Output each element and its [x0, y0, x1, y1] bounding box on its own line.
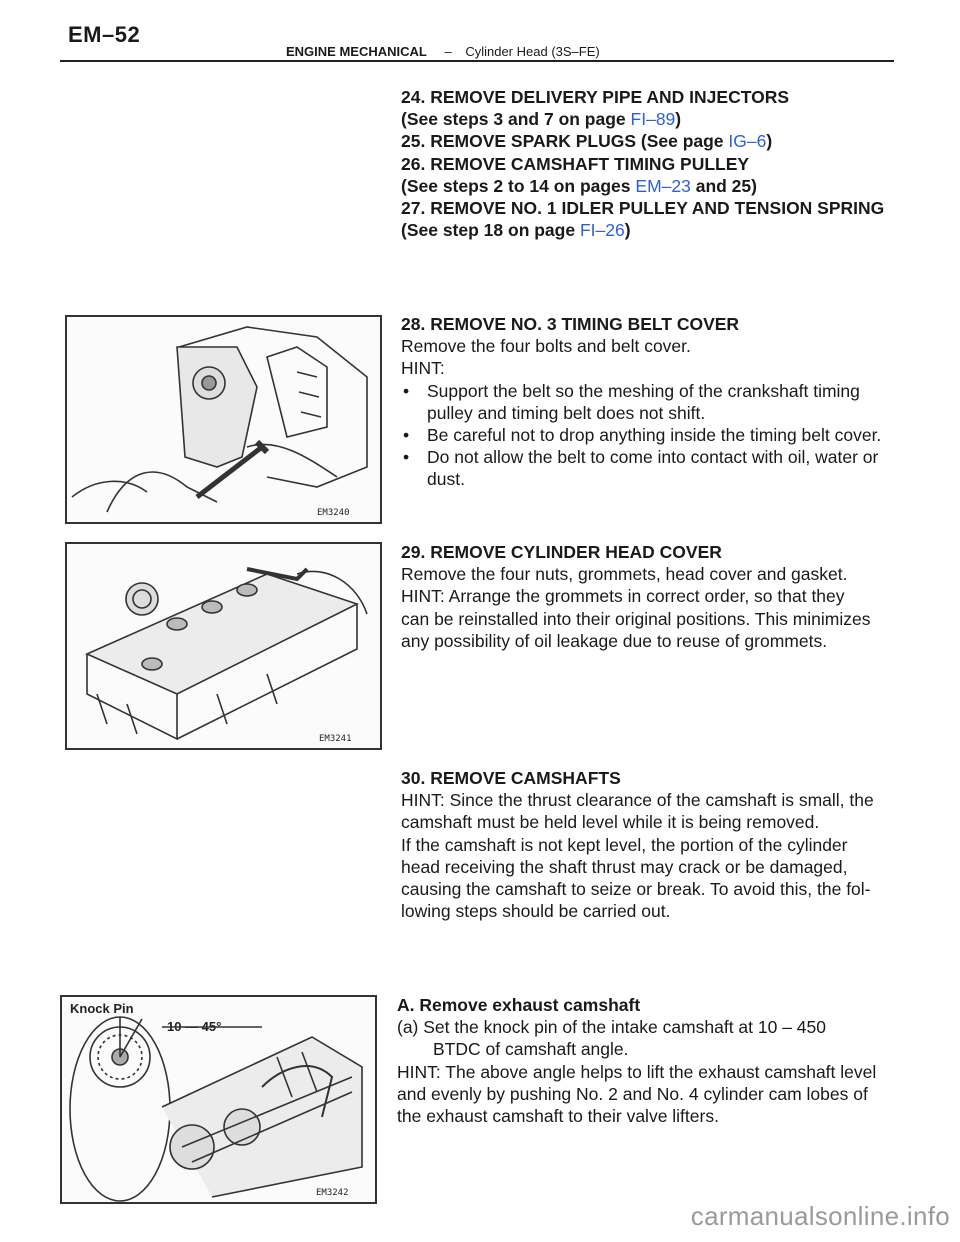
step-27-title: 27. REMOVE NO. 1 IDLER PULLEY AND TENSION SPRING — [401, 198, 885, 219]
figure-code-em3240: EM3240 — [317, 508, 350, 518]
step-26-ref: (See steps 2 to 14 on pages EM–23 and 25) — [401, 175, 757, 196]
header-title — [286, 44, 600, 59]
figure-code-em3241: EM3241 — [319, 734, 352, 744]
step-28-hint: HINT: — [401, 358, 445, 379]
angle-label: 10 — 45° — [167, 1019, 222, 1034]
page-number: EM–52 — [68, 22, 141, 47]
cylinder-head-cover-illustration — [67, 544, 380, 748]
header-rule — [60, 60, 894, 62]
step-30-line: lowing steps should be carried out. — [401, 901, 671, 922]
step-30-title: 30. REMOVE CAMSHAFTS — [401, 768, 621, 788]
step-30-line: HINT: Since the thrust clearance of the camshaft is small, the — [401, 790, 874, 811]
step-24-ref: (See steps 3 and 7 on page FI–89) — [401, 109, 682, 130]
camshaft-knock-pin-illustration — [62, 997, 375, 1202]
step-29-line: HINT: Arrange the grommets in correct order, so that they — [401, 586, 845, 607]
step-a-line: and evenly by pushing No. 2 and No. 4 cylinder cam lobes of — [397, 1083, 868, 1104]
bullet-continuation: dust. — [427, 469, 465, 490]
step-25-title: 25. REMOVE SPARK PLUGS (See page IG–6) — [401, 131, 773, 152]
bullet-continuation: pulley and timing belt does not shift. — [427, 402, 706, 423]
step-29 — [401, 541, 891, 652]
figure-code-em3242: EM3242 — [316, 1188, 349, 1198]
step-29-line: any possibility of oil leakage due to reuse of grommets. — [401, 630, 828, 651]
step-28-text: Remove the four bolts and belt cover. — [401, 336, 691, 357]
steps-24-27 — [401, 86, 921, 241]
link-fi-26[interactable]: FI–26 — [579, 220, 625, 241]
step-a-line: HINT: The above angle helps to lift the exhaust camshaft level — [397, 1061, 877, 1082]
figure-camshaft-knock-pin — [60, 995, 377, 1204]
step-a-title: A. Remove exhaust camshaft — [397, 995, 641, 1015]
link-ig-6[interactable]: IG–6 — [728, 131, 767, 152]
figure-timing-belt-cover — [65, 315, 382, 524]
step-24-title: 24. REMOVE DELIVERY PIPE AND INJECTORS — [401, 87, 790, 107]
step-30-line: head receiving the shaft thrust may crack or be damaged, — [401, 856, 848, 877]
timing-belt-cover-illustration — [67, 317, 380, 522]
step-28-title: 28. REMOVE NO. 3 TIMING BELT COVER — [401, 314, 740, 334]
step-29-line: Remove the four nuts, grommets, head cover and gasket. — [401, 564, 848, 585]
step-a-a2: BTDC of camshaft angle. — [433, 1039, 629, 1060]
bullet-item: • Support the belt so the meshing of the crankshaft timing — [403, 380, 860, 401]
step-26-title: 26. REMOVE CAMSHAFT TIMING PULLEY — [401, 153, 750, 174]
step-a — [397, 994, 891, 1127]
footer-watermark: carmanualsonline.info — [690, 1201, 950, 1231]
step-a-line: the exhaust camshaft to their valve lifters. — [397, 1106, 719, 1127]
step-27-ref: (See step 18 on page FI–26) — [401, 220, 631, 241]
step-30-line: causing the camshaft to seize or break. To avoid this, the fol- — [401, 879, 871, 900]
bullet-item: • Be careful not to drop anything inside the timing belt cover. — [403, 425, 882, 446]
knock-pin-label: Knock Pin — [70, 1001, 134, 1016]
step-30-line: If the camshaft is not kept level, the portion of the cylinder — [401, 834, 848, 855]
step-30 — [401, 767, 891, 922]
header-section: ENGINE MECHANICAL — [286, 44, 427, 59]
step-30-line: camshaft must be held level while it is being removed. — [401, 812, 820, 833]
step-28 — [401, 313, 891, 491]
step-29-line: can be reinstalled into their original positions. This minimizes — [401, 608, 871, 629]
link-em-23[interactable]: EM–23 — [635, 175, 691, 196]
step-a-a1: (a) Set the knock pin of the intake camshaft at 10 – 450 — [397, 1017, 827, 1038]
header-subtitle: Cylinder Head (3S–FE) — [465, 44, 600, 59]
link-fi-89[interactable]: FI–89 — [630, 109, 676, 130]
step-29-title: 29. REMOVE CYLINDER HEAD COVER — [401, 542, 722, 562]
bullet-item: • Do not allow the belt to come into contact with oil, water or — [403, 447, 879, 468]
header-separator: – — [444, 44, 452, 59]
figure-cylinder-head-cover — [65, 542, 382, 750]
